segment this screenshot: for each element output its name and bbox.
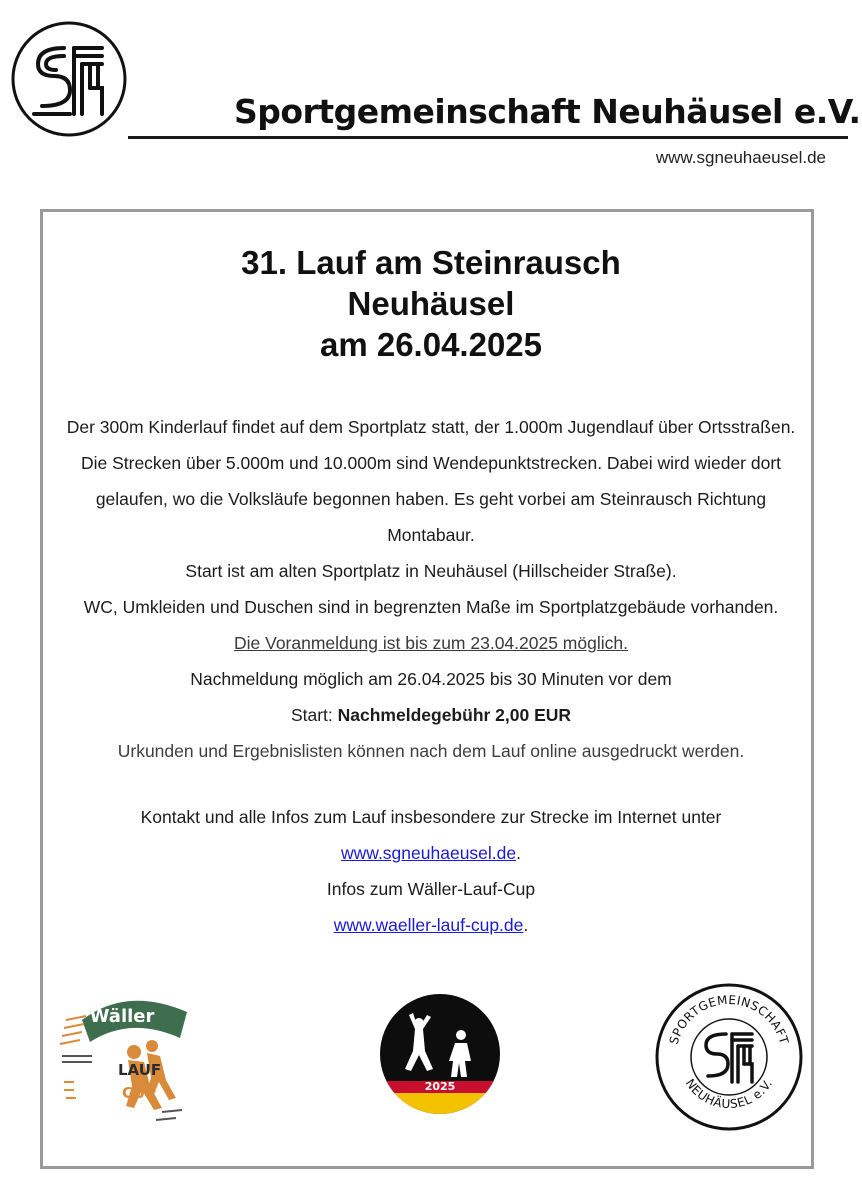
title-line-3: am 26.04.2025 [319,326,543,363]
pre-registration-note: Die Voranmeldung ist bis zum 23.04.2025 möglich. [234,633,628,653]
cup-link-line: www.waeller-lauf-cup.de. [333,915,529,935]
seal-top-text: SPORTGEMEINSCHAFT [666,992,792,1047]
waeller-lauf: LAUF [118,1061,162,1079]
late-fee: Nachmeldegebühr 2,00 EUR [337,705,572,725]
facilities-info: WC, Umkleiden und Duschen sind in begrenzten Maße im Sportplatzgebäude vorhanden. [83,597,779,617]
organization-name: Sportgemeinschaft Neuhäusel e.V. [234,92,861,131]
header-divider [128,136,848,139]
badge-year: 2025 [424,1080,456,1093]
cup-info: Infos zum Wäller-Lauf-Cup [326,879,536,899]
course-info: Der 300m Kinderlauf findet auf dem Sportplatz statt, der 1.000m Jugendlauf über Ortsstraßen. Die Strecken über 5.000m und 10.000m sind Wendepunktstrecken. Dabei wird wieder dort gelaufen, wo die Volksläufe begonnen haben. Es geht vorbei am Steinrausch Richtung Montabaur. [66,417,796,545]
seal-bottom-text: NEUHÄUSEL e.V. [682,1076,776,1112]
late-registration: Nachmeldung möglich am 26.04.2025 bis 30 Minuten vor dem [190,669,672,689]
certificates-info: Urkunden und Ergebnislisten können nach dem Lauf online ausgedruckt werden. [117,741,745,761]
club-link-line: www.sgneuhaeusel.de. [341,843,521,863]
contact-info: Kontakt und alle Infos zum Lauf insbesondere zur Strecke im Internet unter [140,807,722,827]
event-2025-badge [379,993,501,1115]
cup-website-link[interactable]: www.waeller-lauf-cup.de [333,915,524,935]
sg-club-logo [10,18,128,140]
waeller-cup: CUP [122,1084,157,1102]
late-fee-line [52,697,810,733]
letterhead [0,0,862,190]
event-description [52,409,810,943]
start-location: Start ist am alten Sportplatz in Neuhäusel (Hillscheider Straße). [185,561,677,581]
sg-seal-logo [654,982,804,1132]
header-website: www.sgneuhaeusel.de [655,148,826,167]
title-line-2: Neuhäusel [347,285,515,322]
late-fee-prefix: Start: [290,705,338,725]
waeller-word: Wäller [89,1006,155,1027]
title-line-1: 31. Lauf am Steinrausch [241,244,621,281]
event-title [0,242,862,365]
waeller-lauf-cup-logo [52,990,202,1135]
club-website-link[interactable]: www.sgneuhaeusel.de [341,843,517,863]
